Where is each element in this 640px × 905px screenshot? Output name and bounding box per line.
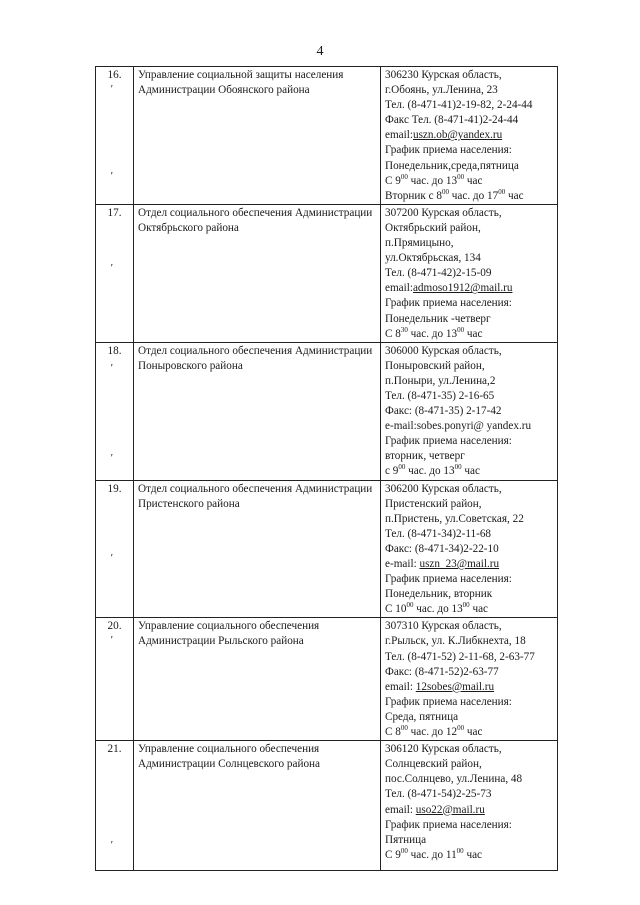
table-row (96, 342, 558, 480)
row-number-cell (96, 741, 134, 871)
email-link[interactable]: uso22@mail.ru (415, 803, 485, 816)
schedule-hours: С $10^{00}$ час. до $13^{00}$ час (385, 601, 489, 616)
schedule-hours: С $9^{00}$ час. до $11^{00}$ час (385, 846, 483, 861)
contact-cell (381, 480, 558, 618)
fax-line: Факс: (8-471-35) 2-17-42 (385, 405, 502, 418)
office-name: Управление социальной защиты населения Администрации Обоянского района (138, 69, 344, 97)
schedule-hours: с $9^{00}$ час. до $13^{00}$ час (385, 463, 480, 478)
row-number: 18. (107, 344, 122, 357)
email-link[interactable]: uszn.ob@yandex.ru (412, 129, 503, 142)
schedule-days: Понедельник, вторник (385, 588, 493, 601)
schedule-extra-hours: Вторник с $8^{00}$ час. до $17^{00}$ час (385, 187, 524, 202)
row-number-cell (96, 67, 134, 205)
address-line: Поныровский район, (385, 359, 485, 372)
office-name: Отдел социального обеспечения Администрации Пристенского района (138, 482, 373, 510)
address-line: Пристенский район, (385, 497, 482, 510)
schedule-title: График приема населения: (385, 695, 512, 708)
address-line: г.Рыльск, ул. К.Либкнехта, 18 (385, 635, 526, 648)
row-number: 19. (107, 482, 122, 495)
email-line (385, 281, 553, 296)
address-line: 306120 Курская область, (385, 743, 502, 756)
phone-line: Тел. (8-471-41)2-19-82, 2-24-44 (385, 99, 533, 112)
office-name: Отдел социального обеспечения Администрации Октябрьского района (138, 206, 373, 234)
schedule-title: График приема населения: (385, 573, 512, 586)
schedule-hours: С $8^{30}$ час. до $13^{00}$ час (385, 325, 483, 340)
schedule-hours: С $9^{00}$ час. до $13^{00}$ час (385, 172, 483, 187)
schedule-title: График приема населения: (385, 818, 512, 831)
address-line: 306000 Курская область, (385, 344, 502, 357)
address-line: п.Поныри, ул.Ленина,2 (385, 374, 496, 387)
address-line: 306230 Курская область, (385, 69, 502, 81)
row-number-cell (96, 480, 134, 618)
contact-cell (381, 618, 558, 741)
address-line: 307310 Курская область, (385, 620, 502, 633)
address-line: п.Прямицыно, (385, 237, 454, 250)
page-number: 4 (316, 44, 324, 59)
email-line (385, 803, 553, 818)
margin-mark: ' (110, 261, 113, 274)
address-line: 307200 Курская область, (385, 206, 502, 219)
address-line: Солнцевский район, (385, 758, 482, 771)
email-prefix: e-mail: (385, 558, 420, 570)
margin-mark: ' (110, 451, 113, 464)
schedule-days: Понедельник -четверг (385, 312, 491, 325)
row-number: 21. (107, 743, 122, 756)
office-name-cell (134, 618, 381, 741)
office-name-cell (134, 741, 381, 871)
office-name: Управление социального обеспечения Администрации Солнцевского района (138, 743, 320, 771)
fax-line: Факс: (8-471-34)2-22-10 (385, 542, 499, 555)
email-line (385, 419, 553, 434)
address-line: п.Пристень, ул.Советская, 22 (385, 512, 524, 525)
schedule-days: вторник, четверг (385, 450, 465, 463)
email-line (385, 557, 553, 572)
margin-mark: ' (110, 634, 113, 647)
office-name: Управление социального обеспечения Администрации Рыльского района (138, 620, 320, 648)
schedule-days: Среда, пятница (385, 710, 459, 723)
row-number: 16. (107, 69, 122, 81)
phone-line: Тел. (8-471-34)2-11-68 (385, 527, 492, 540)
address-line: Октябрьский район, (385, 221, 481, 234)
email-line (385, 680, 553, 695)
phone-line: Тел. (8-471-54)2-25-73 (385, 788, 492, 801)
contact-cell (381, 204, 558, 342)
email-prefix: email: (385, 680, 416, 693)
row-number-cell (96, 342, 134, 480)
phone-line: Тел. (8-471-42)2-15-09 (385, 267, 492, 280)
address-line: пос.Солнцево, ул.Ленина, 48 (385, 773, 523, 786)
phone-line: Тел. (8-471-35) 2-16-65 (385, 389, 495, 402)
fax-line: Факс: (8-471-52)2-63-77 (385, 665, 499, 678)
schedule-days: Пятница (385, 833, 427, 846)
contact-cell (381, 741, 558, 871)
schedule-title: График приема населения: (385, 144, 512, 157)
schedule-hours: С $8^{00}$ час. до $12^{00}$ час (385, 724, 483, 739)
fax-line: Факс Тел. (8-471-41)2-24-44 (385, 114, 519, 127)
row-number-cell (96, 204, 134, 342)
margin-mark: ' (110, 839, 113, 852)
email-prefix: email: (385, 129, 413, 142)
office-name-cell (134, 342, 381, 480)
margin-mark: ' (110, 361, 113, 374)
phone-line: Тел. (8-471-52) 2-11-68, 2-63-77 (385, 650, 535, 663)
schedule-days: Понедельник,среда,пятница (385, 159, 519, 172)
email-link[interactable]: uszn_23@mail.ru (419, 558, 500, 570)
table-row (96, 67, 558, 205)
offices-table (95, 66, 558, 871)
schedule-title: График приема населения: (385, 297, 512, 310)
table-row (96, 741, 558, 871)
email-link[interactable]: admoso1912@mail.ru (412, 282, 513, 295)
table-row (96, 480, 558, 618)
email-line (385, 128, 553, 143)
schedule-title: График приема населения: (385, 435, 512, 448)
row-number-cell (96, 618, 134, 741)
address-line: ул.Октябрьская, 134 (385, 252, 481, 265)
table-row (96, 204, 558, 342)
margin-mark: ' (110, 170, 113, 182)
office-name: Отдел социального обеспечения Администрации Поныровского района (138, 344, 373, 372)
address-line: 306200 Курская область, (385, 482, 502, 495)
margin-mark: ' (110, 83, 113, 95)
email-prefix: e-mail: (385, 420, 417, 433)
office-name-cell (134, 204, 381, 342)
email-link[interactable]: 12sobes@mail.ru (415, 680, 495, 693)
email-link[interactable]: sobes.ponyri@ yandex.ru (416, 420, 532, 433)
office-name-cell (134, 67, 381, 205)
email-prefix: email: (385, 803, 416, 816)
row-number: 17. (107, 206, 122, 219)
contact-cell (381, 342, 558, 480)
margin-mark: ' (110, 551, 113, 564)
office-name-cell (134, 480, 381, 618)
table-row (96, 618, 558, 741)
address-line: г.Обоянь, ул.Ленина, 23 (385, 84, 498, 97)
email-prefix: email: (385, 282, 413, 295)
row-number: 20. (107, 620, 122, 633)
contact-cell (381, 67, 558, 205)
